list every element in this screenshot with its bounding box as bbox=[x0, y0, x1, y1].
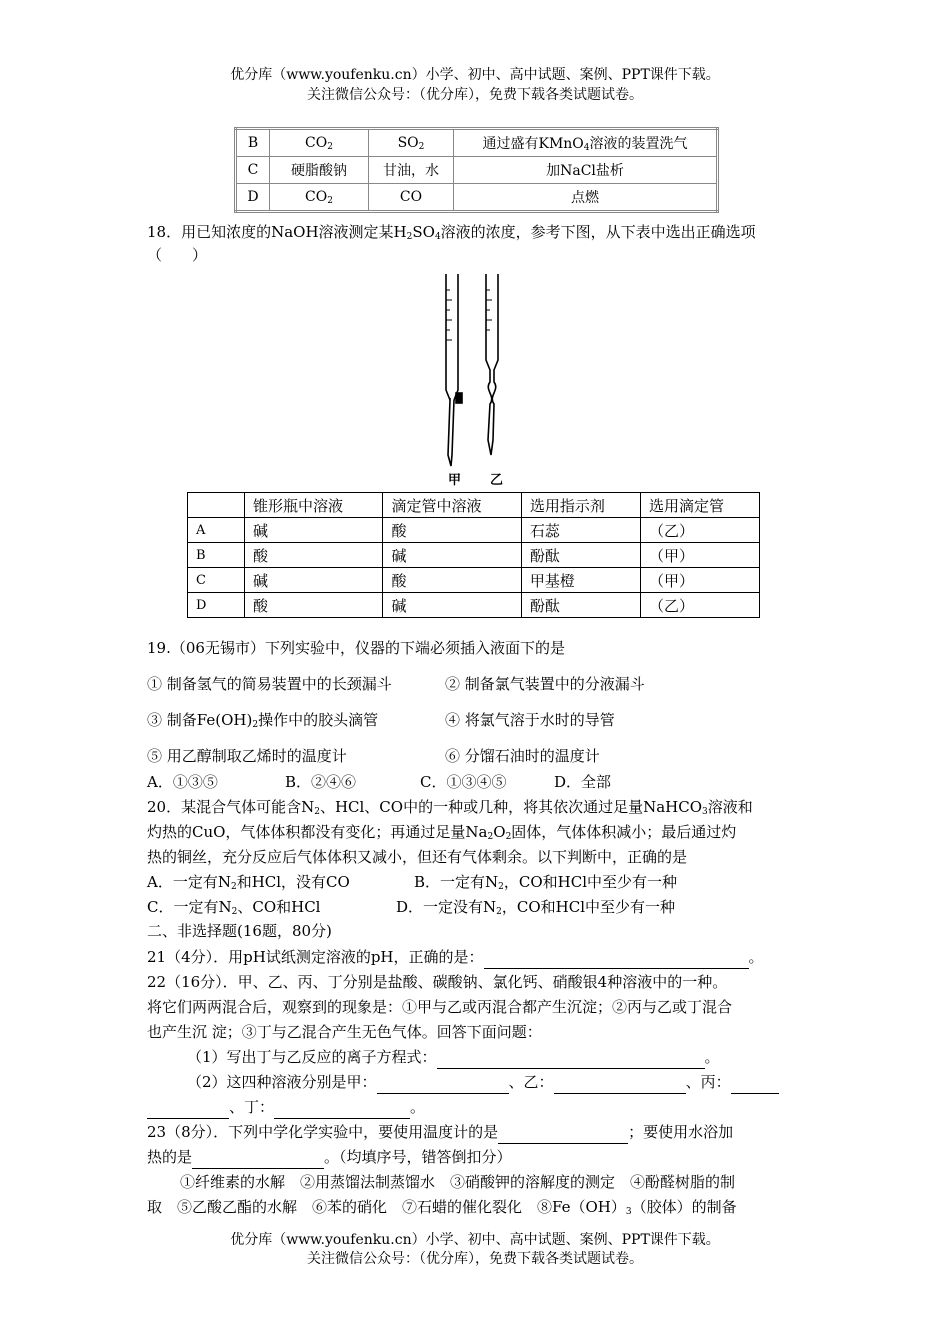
table-cell: 石蕊 bbox=[521, 518, 640, 543]
q19-item-4: ④ 将氯气溶于水时的导管 bbox=[445, 711, 615, 729]
table-cell: $SO_2$ bbox=[369, 129, 454, 157]
table-cell: （甲） bbox=[640, 543, 759, 568]
table-row bbox=[188, 593, 760, 618]
q23-line1: 23（8分）．下列中学化学实验中，要使用温度计的是 ；要使用水浴加 bbox=[147, 1121, 733, 1144]
table-header bbox=[188, 493, 245, 518]
q23-items-line2: 取 ⑤乙酸乙酯的水解 ⑥苯的硝化 ⑦石蜡的催化裂化 $⑧Fe(OH)_3$（胶体）的制备 bbox=[147, 1198, 737, 1217]
answer-blank[interactable] bbox=[147, 1096, 229, 1119]
q20-option-d: D．一定没有$N_2$，CO和HCl中至少有一种 bbox=[396, 898, 676, 917]
table-cell: 通过盛有KMnO$_4$溶液的装置洗气 bbox=[454, 129, 718, 157]
q22-part1: （1）写出丁与乙反应的离子方程式： 。 bbox=[187, 1046, 720, 1069]
q20-option-c: C．一定有$N_2$、CO和HCl bbox=[147, 898, 321, 917]
table-cell: 点燃 bbox=[454, 184, 718, 212]
page-footer-line2: 关注微信公众号：（优分库），免费下载各类试题试卷。 bbox=[307, 1251, 643, 1267]
q19-option-d: D．全部 bbox=[554, 773, 612, 791]
q22-line3: 也产生沉 淀；③丁与乙混合产生无色气体。回答下面问题： bbox=[147, 1023, 542, 1041]
base-burette-right bbox=[486, 274, 498, 455]
table-cell: 甲基橙 bbox=[521, 568, 640, 593]
table-cell: A bbox=[188, 518, 245, 543]
table-cell: D bbox=[188, 593, 245, 618]
section-title: 二、非选择题(16题，80分) bbox=[147, 922, 332, 940]
table-cell: 碱 bbox=[245, 568, 383, 593]
table-cell: 酸 bbox=[245, 593, 383, 618]
answer-blank[interactable] bbox=[437, 1046, 705, 1069]
table-cell: 酚酞 bbox=[521, 543, 640, 568]
table-header: 选用指示剂 bbox=[521, 493, 640, 518]
table-cell: 酸 bbox=[245, 543, 383, 568]
label-yi: 乙 bbox=[490, 473, 504, 488]
q18-options-table bbox=[187, 492, 760, 618]
q19-item-2: ② 制备氯气装置中的分液漏斗 bbox=[445, 675, 645, 693]
table-cell: 酸 bbox=[383, 568, 521, 593]
page-header-line2: 关注微信公众号：（优分库），免费下载各类试题试卷。 bbox=[307, 87, 643, 103]
q22-part2-cont: 、丁： 。 bbox=[147, 1096, 425, 1119]
table-cell: C bbox=[188, 568, 245, 593]
answer-blank[interactable] bbox=[377, 1071, 509, 1094]
q22-line2: 将它们两两混合后，观察到的现象是：①甲与乙或丙混合都产生沉淀；②丙与乙或丁混合 bbox=[147, 998, 733, 1016]
q20-stem-line1: 20．某混合气体可能含$N_2$、HCl、CO中的一种或几种，将其依次通过足量NaHCO$_3$溶液和 bbox=[147, 798, 753, 817]
burettes-figure bbox=[430, 270, 530, 490]
table-cell: 加NaCl盐析 bbox=[454, 157, 718, 184]
table-cell: C bbox=[236, 157, 270, 184]
table-cell: （乙） bbox=[640, 518, 759, 543]
table-row bbox=[188, 518, 760, 543]
q22-line1: 22（16分）．甲、乙、丙、丁分别是盐酸、碳酸钠、氯化钙、硝酸银4种溶液中的一种。 bbox=[147, 973, 728, 991]
q20-stem-line2: 灼热的CuO，气体体积都没有变化；再通过足量$Na_2O_2$固体，气体体积减小；最后通过灼 bbox=[147, 823, 737, 842]
page-header-line1: 优分库（www.youfenku.cn）小学、初中、高中试题、案例、PPT课件下载。 bbox=[230, 67, 720, 83]
table-cell: 碱 bbox=[245, 518, 383, 543]
table-cell: （乙） bbox=[640, 593, 759, 618]
table-header: 选用滴定管 bbox=[640, 493, 759, 518]
q19-item-3: ③ 制备$Fe(OH)_2$操作中的胶头滴管 bbox=[147, 711, 379, 730]
table-row bbox=[236, 129, 718, 157]
table-cell: 酚酞 bbox=[521, 593, 640, 618]
answer-blank[interactable] bbox=[498, 1121, 628, 1144]
table-cell: B bbox=[236, 129, 270, 157]
q19-stem: 19.（06无锡市）下列实验中，仪器的下端必须插入液面下的是 bbox=[147, 639, 565, 657]
q19-item-5: ⑤ 用乙醇制取乙烯时的温度计 bbox=[147, 747, 347, 765]
table-cell: 甘油，水 bbox=[369, 157, 454, 184]
page-footer-line1: 优分库（www.youfenku.cn）小学、初中、高中试题、案例、PPT课件下载。 bbox=[230, 1232, 720, 1248]
q19-item-1: ① 制备氢气的简易装置中的长颈漏斗 bbox=[147, 675, 392, 693]
q21: 21（4分）．用pH试纸测定溶液的pH，正确的是： 。 bbox=[147, 946, 764, 969]
table-cell: 硬脂酸钠 bbox=[270, 157, 369, 184]
q18-answer-paren: （ ） bbox=[147, 246, 208, 264]
answer-blank[interactable] bbox=[274, 1096, 410, 1119]
table-header: 滴定管中溶液 bbox=[383, 493, 521, 518]
table-cell: D bbox=[236, 184, 270, 212]
acid-burette-left bbox=[446, 274, 462, 466]
label-jia: 甲 bbox=[448, 473, 462, 488]
q20-option-b: B．一定有$N_2$，CO和HCl中至少有一种 bbox=[414, 873, 678, 892]
q19-option-a: A．①③⑤ bbox=[147, 773, 218, 791]
table-header: 锥形瓶中溶液 bbox=[245, 493, 383, 518]
table-cell: （甲） bbox=[640, 568, 759, 593]
q20-option-a: A．一定有$N_2$和HCl，没有CO bbox=[147, 873, 350, 892]
q19-option-c: C．①③④⑤ bbox=[420, 773, 507, 791]
table-row bbox=[188, 543, 760, 568]
answer-blank[interactable] bbox=[554, 1071, 686, 1094]
q23-items-line1: ①纤维素的水解 ②用蒸馏法制蒸馏水 ③硝酸钾的溶解度的测定 ④酚醛树脂的制 bbox=[180, 1173, 736, 1191]
table-cell: 酸 bbox=[383, 518, 521, 543]
q19-option-b: B．②④⑥ bbox=[285, 773, 357, 791]
q20-stem-line3: 热的铜丝，充分反应后气体体积又减小，但还有气体剩余。以下判断中，正确的是 bbox=[147, 848, 688, 866]
table-cell: $CO_2$ bbox=[270, 184, 369, 212]
q17-options-table bbox=[234, 127, 719, 213]
table-cell: CO bbox=[369, 184, 454, 212]
table-cell: 碱 bbox=[383, 593, 521, 618]
table-cell: $CO_2$ bbox=[270, 129, 369, 157]
table-row bbox=[188, 493, 760, 518]
table-row bbox=[236, 157, 718, 184]
q18-stem: 18．用已知浓度的NaOH溶液测定某$H_2SO_4$溶液的浓度，参考下图，从下表中选出正确选项 bbox=[147, 223, 756, 242]
answer-blank[interactable] bbox=[484, 946, 749, 969]
answer-blank[interactable] bbox=[731, 1071, 779, 1094]
answer-blank[interactable] bbox=[192, 1146, 324, 1169]
table-row bbox=[236, 184, 718, 212]
q23-line2: 热的是 。（均填序号，错答倒扣分） bbox=[147, 1146, 512, 1169]
q22-part2: （2）这四种溶液分别是甲： 、乙： 、丙： bbox=[187, 1071, 779, 1094]
q19-item-6: ⑥ 分馏石油时的温度计 bbox=[445, 747, 600, 765]
table-cell: B bbox=[188, 543, 245, 568]
table-row bbox=[188, 568, 760, 593]
table-cell: 碱 bbox=[383, 543, 521, 568]
